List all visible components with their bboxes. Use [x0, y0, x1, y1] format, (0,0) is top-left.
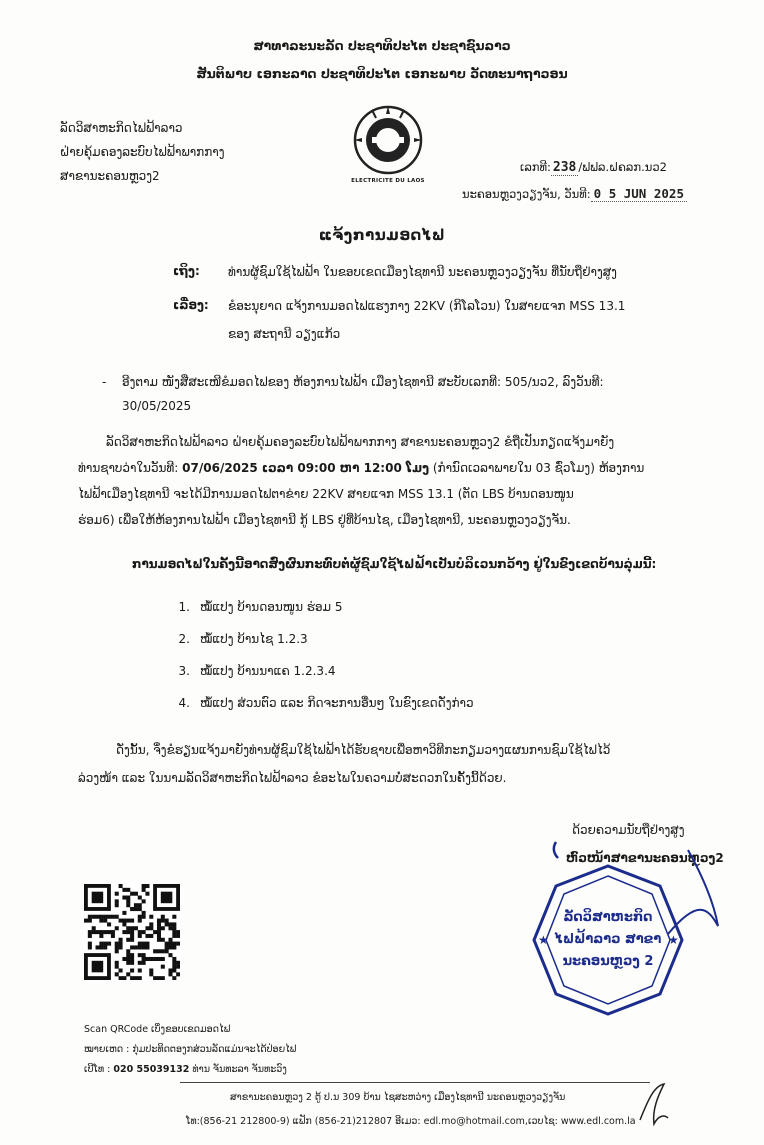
qr-code-icon: [84, 884, 180, 980]
list-item-text: ໝໍ້ແປງ ບ້ານດອນໜູນ ຮ່ອມ 5: [200, 600, 343, 614]
logo-caption: ELECTRICITE DU LAOS: [351, 178, 425, 184]
qr-info: [84, 1020, 296, 1080]
ref-bullet: -: [102, 375, 107, 389]
qr-info-line1: Scan QRCode ເບິ່ງຂອບເຂດມອດໄຟ: [84, 1024, 231, 1035]
closing-line1: ດັ່ງນັ້ນ, ຈຶ່ງຂໍຮຽນແຈ້ງມາຍັງທ່ານຜູ້ຊົມໃຊ້ໄຟຟ້າໄດ້ຮັບຊາບເພື່ອຫາວິທີກະກຽມວາງແຜນການຊົມໃຊ້ໄຟໄວ້: [116, 743, 611, 757]
stamp-text-line2: ໄຟຟ້າລາວ ສາຂາ: [554, 932, 662, 947]
footer-initial-icon: [634, 1080, 674, 1130]
phone-number: 020 55039132: [113, 1064, 190, 1075]
doc-number-label: ເລກທີ:: [520, 160, 551, 174]
qr-info-line3: [84, 1060, 296, 1080]
list-item: [170, 632, 474, 664]
svg-text:★: ★: [668, 933, 679, 947]
footer-divider: [180, 1082, 650, 1083]
qr-info-line2: ໝາຍເຫດ : ກຸ່ມປະທິດຕອງກສ່ວນລັດແມ່ນຈະໄດ້ປ່ອຍໄຟ: [84, 1044, 297, 1055]
org-line3: ສາຂານະຄອນຫຼວງ2: [60, 169, 160, 183]
to-label: ເຖິງ:: [173, 264, 200, 278]
qr-code[interactable]: [84, 884, 180, 980]
list-item-num: 4.: [178, 696, 190, 710]
para1-line4: ຮ່ອມ6) ເພື່ອໃຫ້ຫ້ອງການໄຟຟ້າ ເມືອງໄຊທານີ ກູ້ LBS ຢູ່ທີ່ບ້ານໄຊ, ເມືອງໄຊທານີ, ນະຄອນຫຼວງວຽງຈັນ.: [78, 513, 571, 527]
para1-line2-post: (ກຳນົດເວລາພາຍໃນ 03 ຊົ່ວໂມງ) ຫ້ອງການ: [429, 461, 645, 475]
list-item-text: ໝໍ້ແປງ ບ້ານນາແຄ 1.2.3.4: [200, 664, 336, 678]
stamp-text-line3: ນະຄອນຫຼວງ 2: [562, 954, 654, 969]
signature-respect: ດ້ວຍຄວາມນັບຖືຢ່າງສູງ: [572, 823, 685, 837]
doc-number-handwritten: 238: [552, 160, 577, 175]
subject-line2: ຂອງ ສະຖານີ ວຽງແກ້ວ: [228, 327, 341, 341]
para1-line1: ລັດວິສາຫະກິດໄຟຟ້າລາວ ຝ່າຍຄຸ້ມຄອງລະບົບໄຟຟ້າພາກກາງ ສາຂານະຄອນຫຼວງ2 ຂໍຖືເປັນກຽດແຈ້ງມາຍັງ: [106, 435, 615, 449]
official-stamp: [528, 860, 688, 1020]
footer-address: ສາຂານະຄອນຫຼວງ 2 ຕູ້ ປ.ນ 309 ບ້ານ ໄຊສະຫວ່າງ ເມືອງໄຊທານີ ນະຄອນຫຼວງວຽງຈັນ: [230, 1092, 566, 1103]
page-title: ແຈ້ງການມອດໄຟ: [318, 226, 446, 244]
subject-line1: ຂໍອະນຸຍາດ ແຈ້ງການມອດໄຟແຮງກາງ 22KV (ກິໂລໂວນ) ໃນສາຍແຈກ MSS 13.1: [228, 299, 626, 313]
org-block: [60, 116, 225, 188]
list-item-text: ໝໍ້ແປງ ສ່ວນຕົວ ແລະ ກິດຈະການອື່ນໆ ໃນຂົງເຂດດັ່ງກ່າວ: [200, 696, 474, 710]
list-item: [170, 664, 474, 696]
areas-heading: ການມອດໄຟໃນຄັ້ງນີ້ອາດສົ່ງຜົນກະທົບຕໍ່ຜູ້ຊົມໃຊ້ໄຟຟ້າເປັນບໍລິເວນກວ້າງ ຢູ່ໃນຂົງເຂດບ້ານລຸ່ມນີ້:: [132, 557, 657, 571]
subject-label: ເລື່ອງ:: [173, 298, 209, 312]
org-line2: ຝ່າຍຄຸ້ມຄອງລະບົບໄຟຟ້າພາກກາງ: [60, 145, 225, 159]
national-header-line1: ສາທາລະນະລັດ ປະຊາທິປະໄຕ ປະຊາຊົນລາວ: [253, 38, 511, 53]
para1-line2: [78, 456, 726, 480]
edl-logo-icon: [352, 104, 424, 176]
phone-contact: ທ່ານ ຈັນທະລາ ຈັນທະວົງ: [189, 1064, 287, 1075]
doc-date-stamped: 0 5 JUN 2025: [591, 186, 687, 202]
phone-label: ເບີໂທ :: [84, 1064, 114, 1075]
org-line1: ລັດວິສາຫະກິດໄຟຟ້າລາວ: [60, 121, 183, 135]
para1-line3: ໄຟຟ້າເມືອງໄຊທານີ ຈະໄດ້ມີການມອດໄຟຕາຂ່າຍ 22KV ສາຍແຈກ MSS 13.1 (ຕັດ LBS ບ້ານດອນໜູນ: [78, 487, 574, 501]
list-item-num: 2.: [178, 632, 190, 646]
doc-place-date: [462, 186, 687, 202]
closing-line2: ລ່ວງໜ້າ ແລະ ໃນນາມລັດວິສາຫະກິດໄຟຟ້າລາວ ຂໍອະໄພໃນຄວາມບໍ່ສະດວກໃນຄັ້ງນີ້ດ້ວຍ.: [78, 771, 507, 785]
doc-number-suffix: /ຟຟລ.ຝຄລກ.ນວ2: [578, 160, 667, 174]
national-header-line2: ສັນຕິພາບ ເອກະລາດ ປະຊາທິປະໄຕ ເອກະພາບ ວັດທະນາຖາວອນ: [196, 66, 568, 81]
para1-line2-pre: ທ່ານຊາບວ່າໃນວັນທີ:: [78, 461, 183, 475]
doc-number: [520, 160, 667, 176]
outage-datetime: 07/06/2025 ເວລາ 09:00 ຫາ 12:00 ໂມງ: [182, 461, 430, 475]
list-item-num: 3.: [178, 664, 190, 678]
doc-place-label: ນະຄອນຫຼວງວຽງຈັນ, ວັນທີ:: [462, 187, 591, 201]
list-item-text: ໝໍ້ແປງ ບ້ານໄຊ 1.2.3: [200, 632, 308, 646]
to-text: ທ່ານຜູ້ຊົມໃຊ້ໄຟຟ້າ ໃນຂອບເຂດເມືອງໄຊທານີ ນະຄອນຫຼວງວຽງຈັນ ທີ່ນັບຖືຢ່າງສູງ: [228, 265, 617, 279]
svg-text:★: ★: [538, 933, 549, 947]
footer-contact: ໂທ:(856-21 212800-9) ແຟັກ (856-21)212807 ອີເມວ: edl.mo@hotmail.com,ເວບໄຊ: www.edl.com.la: [186, 1116, 636, 1127]
signature-position: ຫົວໜ້າສາຂານະຄອນຫຼວງ2: [566, 851, 724, 865]
ref-line2: 30/05/2025: [122, 399, 192, 413]
ref-line1: ອີງຕາມ ໜັງສືສະເໜີຂໍມອດໄຟຂອງ ຫ້ອງການໄຟຟ້າ ເມືອງໄຊທານີ ສະບັບເລກທີ: 505/ນວ2, ລົງວັນທີ:: [122, 375, 604, 389]
list-item-num: 1.: [178, 600, 190, 614]
edl-logo: [352, 104, 424, 176]
areas-list: [170, 600, 474, 728]
stamp-text-line1: ລັດວິສາຫະກິດ: [563, 910, 653, 925]
list-item: [170, 696, 474, 728]
list-item: [170, 600, 474, 632]
